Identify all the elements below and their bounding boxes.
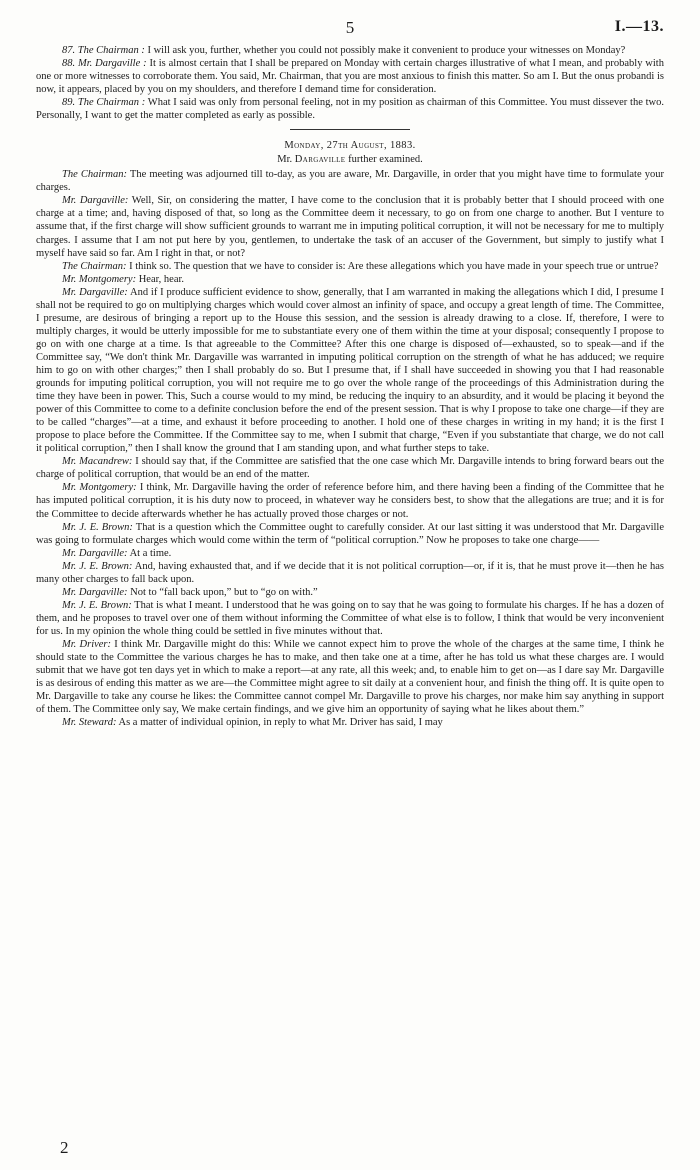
testimony-paragraph [36,168,664,194]
speaker-label: Mr. J. E. Brown: [62,599,132,611]
paragraph-text: That is what I meant. I understood that he was going on to say that he was going to formulate his charges. If he has a dozen of them, and he proposes to travel over one of them without informing the Committee of what else is to follow, I think that would be very inconvenient for us. In my opinion the whole thing could be settled in five minutes without that. [36,599,665,637]
paragraph-text: I think Mr. Dargaville might do this: While we cannot expect him to prove the whole of the charges at the same time, I think he should state to the Committee the various charges he has to make, and then take one at a time, after he has told us what these charges are. I would submit that we have got ten days yet in which to make a report—at any rate, all this week; and, to enable him to get on—as I dare say Mr. Dargaville is as desirous of ending this matter as we are—the Committee might agree to sit daily at a convenient hour, and finish the thing off. It is quite open to Mr. Dargaville to take any course he likes: the Committee cannot compel Mr. Dargaville to prove his charges, nor make him say anything in support of them. The Committee only say, We make certain findings, and we give him an opportunity of saying what he likes about them.” [36,638,664,716]
speaker-label: Mr. Steward: [62,717,117,729]
paragraph-text: The meeting was adjourned till to-day, as you are aware, Mr. Dargaville, in order that you might have time to formulate your charges. [36,169,664,194]
testimony-paragraph [36,521,664,547]
testimony-paragraph [36,716,664,729]
testimony-paragraph [36,286,664,456]
speaker-label: Mr. Montgomery: [62,482,137,494]
speaker-label: Mr. Montgomery: [62,273,137,285]
speaker-label: The Chairman: [62,260,127,272]
paragraph-text: I should say that, if the Committee are satisfied that the one case which Mr. Dargaville intends to bring forward bears out the charge of political corruption, that would be an end of the matter. [36,456,664,481]
section-divider [290,129,410,130]
speaker-label: Mr. Dargaville: [62,547,128,559]
paragraph-text: It is almost certain that I shall be prepared on Monday with certain charges illustrative of what I mean, and probably with one or more witnesses to corroborate them. You said, Mr. Chairman, that you are most anxious to finish this matter. So am I. But the onus probandi is now, it appears, placed by you on my shoulders, and therefore I demand time for consideration. [36,58,664,96]
speaker-label: Mr. Macandrew: [62,456,133,468]
speaker-label: Mr. Dargaville: [62,286,128,298]
testimony-paragraph [36,194,664,259]
speaker-label: The Chairman: [62,169,127,181]
paragraph-text: And if I produce sufficient evidence to show, generally, that I am warranted in making the allegations which I did, I presume I shall not be required to go on multiplying charges which would cover almost an infinity of space, and occupy a great length of time. The Committee, I presume, are desirous of bringing a report up to the House this session, and the session is already drawing to a close. If, therefore, I were to multiply charges, it would be utterly impossible for me to substantiate every one of them within the time at your disposal; consequently I propose to go on with one charge at a time. Is that agreeable to the Committee? After this one charge is disposed of—exhausted, so to speak—and if the Committee say, “We don't think Mr. Dargaville was warranted in imputing political corruption on the strength of what he has adduced; we require him to go on with other charges;” then I shall probably do so. But I presume that, if I shall have succeeded in showing you that I had reasonable grounds for imputing political corruption, you will not require me to go over the whole range of the proceedings of this Administration during the time they have been in power. This, Such a course would to my mind, be reducing the inquiry to an absurdity, and it would be placing it beyond the power of this Committee to come to a definite conclusion before the end of the present session. That is why I propose to take one charge—if they are to be called “charges”—at a time, and exhaust it before proceeding to another. I hold one of these charges in writing in my hand; it is the first I propose to place before the Committee. If the Committee say to me, when I submit that charge, “Even if you substantiate that charge, we do not call it political corruption,” then I shall know the ground that I am standing upon, and what further steps to take. [36,286,664,455]
paragraph-text: I think so. The question that we have to consider is: Are these allegations which you have made in your speech true or untrue? [126,260,659,272]
paragraph-text: I will ask you, further, whether you could not possibly make it convenient to produce your witnesses on Monday? [144,45,626,56]
testimony-paragraph [36,638,664,716]
testimony-paragraph [36,547,664,560]
page-number: 5 [345,18,355,37]
subheading-suffix: further examined. [348,154,423,166]
speaker-label: 88. Mr. Dargaville : [62,58,147,70]
testimony-section [36,168,664,729]
testimony-paragraph [36,455,664,481]
session-subheading [36,153,664,167]
testimony-paragraph [36,260,664,273]
paragraph-text: At a time. [127,547,172,559]
testimony-paragraph [36,560,664,586]
speaker-label: Mr. Driver: [62,638,112,650]
document-reference: I.—13. [614,18,664,35]
paragraph-87 [36,44,664,57]
witness-name: Dargaville [294,154,346,166]
session-date: Monday, 27th August, 1883. [284,140,416,152]
paragraph-text: As a matter of individual opinion, in reply to what Mr. Driver has said, I may [116,717,443,729]
speaker-label: Mr. Dargaville: [62,195,129,207]
page-header [36,18,664,44]
printer-signature-mark: 2 [60,1138,69,1157]
paragraph-89 [36,96,664,122]
subheading-prefix: Mr. [277,154,293,166]
paragraph-text: Well, Sir, on considering the matter, I have come to the conclusion that it is probably better that I should proceed with one charge at a time; and, having disposed of that, so long as the Committee deem it necessary, to go on from one charge to another. But I venture to assume that, if the first charge will show sufficient grounds to warrant me in imputing political corruption, it will not be necessary for me to multiply charges. I assume that I am not put here by you, gentlemen, to undertake the task of an accuser of the Government, but simply to justify what I myself have said so far. Am I right in that, or not? [36,195,664,259]
paragraph-text: What I said was only from personal feeling, not in my position as chairman of this Committee. You must dissever the two. Personally, I want to get the matter completed as early as possible. [36,97,664,122]
paragraph-text: That is a question which the Committee ought to carefully consider. At our last sitting it was understood that Mr. Dargaville was going to formulate charges which would come within the term of “political corruption.” Now he proposes to take one charge—— [36,521,664,546]
testimony-paragraph [36,481,664,520]
speaker-label: Mr. J. E. Brown: [62,521,133,533]
paragraph-text: And, having exhausted that, and if we decide that it is not political corruption—or, if it is, that he must prove it—then he has many other charges to fall back upon. [36,560,664,585]
paragraph-text: Hear, hear. [136,273,185,285]
paragraph-text: I think, Mr. Dargaville having the order of reference before him, and there having been a finding of the Committee that he has imputed political corruption, it is his duty now to proceed, in whatever way he considers best, to show that the allegations are true; and it is for the Committee to decide afterwards whether he has actually proved those charges or not. [36,482,664,520]
testimony-paragraph [36,599,664,638]
testimony-paragraph [36,273,664,286]
paragraph-text: Not to “fall back upon,” but to “go on with.” [127,586,318,598]
paragraph-88 [36,57,664,96]
speaker-label: 87. The Chairman : [62,45,145,56]
speaker-label: 89. The Chairman : [62,97,146,109]
testimony-paragraph [36,586,664,599]
intro-section [36,44,664,122]
speaker-label: Mr. J. E. Brown: [62,560,133,572]
speaker-label: Mr. Dargaville: [62,586,128,598]
